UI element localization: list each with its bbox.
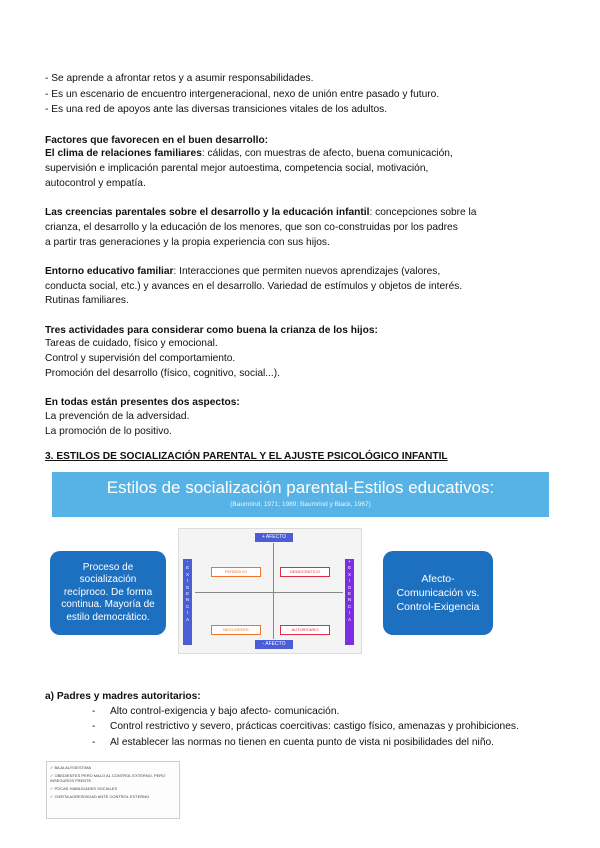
entorno-line2: conducta social, etc.) y avances en el desarrollo. Variedad de estímulos y objetos de interés. xyxy=(45,281,463,292)
vertical-axis xyxy=(273,543,274,639)
bullet-dash: - xyxy=(92,737,96,748)
afecto-text: Afecto-Comunicación vs. Control-Exigencia xyxy=(396,573,480,613)
axis-bottom-label: - AFECTO xyxy=(255,640,293,649)
entorno-line3: Rutinas familiares. xyxy=(45,295,129,306)
mini-item: ✓ BAJA AUTOESTIMA xyxy=(50,765,92,770)
creencias-text: : concepciones sobre la xyxy=(369,207,477,218)
bullet-dash: - xyxy=(92,706,96,717)
quadrant-democratico: DEMOCRÁTICO xyxy=(280,567,330,577)
creencias-label: Las creencias parentales sobre el desarrollo y la educación infantil xyxy=(45,207,370,218)
intro-line-3: - Es una red de apoyos ante las diversas transiciones vitales de los adultos. xyxy=(45,104,388,115)
clima-line2: supervisión e implicación parental mejor autoestima, competencia social, motivación, xyxy=(45,163,429,174)
entorno-text: : Interacciones que permiten nuevos aprendizajes (valores, xyxy=(173,266,441,277)
entorno-label: Entorno educativo familiar xyxy=(45,266,174,277)
banner-title: Estilos de socialización parental-Estilos educativos: xyxy=(106,478,495,497)
aspecto-item: La promoción de lo positivo. xyxy=(45,426,172,437)
estilos-banner xyxy=(52,472,549,517)
factores-heading: Factores que favorecen en el buen desarrollo: xyxy=(45,135,269,146)
quadrant-autoritario: AUTORITARIO xyxy=(280,625,330,635)
quadrant-permisivo: PERMISIVO xyxy=(211,567,261,577)
mini-item: ✓ POCAS HABILIDADES SOCIALES xyxy=(50,786,118,791)
creencias-line1 xyxy=(45,205,476,221)
aspectos-heading: En todas están presentes dos aspectos: xyxy=(45,397,240,408)
bullet-dash: - xyxy=(92,721,96,732)
mini-item: ✓ CIERTA AGRESIVIDAD ANTE CONTROL EXTERNO xyxy=(50,794,150,799)
intro-line-1: - Se aprende a afrontar retos y a asumir responsabilidades. xyxy=(45,73,314,84)
actividades-heading: Tres actividades para considerar como buena la crianza de los hijos: xyxy=(45,325,378,336)
creencias-line2: crianza, el desarrollo y la educación de los menores, que son co-construidas por los padres xyxy=(45,222,458,233)
quadrant-negligente: NEGLIGENTE xyxy=(211,625,261,635)
clima-paragraph-line1 xyxy=(45,146,453,162)
actividad-item: Tareas de cuidado, físico y emocional. xyxy=(45,338,218,349)
autoritario-item xyxy=(92,719,519,735)
autoritario-item-text: Al establecer las normas no tienen en cuenta punto de vista ni posibilidades del niño. xyxy=(110,737,494,748)
afecto-box xyxy=(383,551,493,635)
creencias-line3: a partir tras generaciones y la propia experiencia con sus hijos. xyxy=(45,237,330,248)
banner-subtitle: (Baumrind, 1971; 1989; Baumrind y Black, 1967) xyxy=(230,501,371,508)
quadrant-diagram xyxy=(178,528,362,654)
axis-left-label: - E X I G E N C I A xyxy=(183,559,192,645)
mini-item: ✓ OBEDIENTES PERO MALO AL CONTROL EXTERNO, PERO INSEGUROS FRENTE xyxy=(50,773,166,783)
proceso-text: Proceso de socialización recíproco. De forma continua. Mayoría de estilo democrático. xyxy=(61,561,155,623)
entorno-line1 xyxy=(45,264,440,280)
clima-text: : cálidas, con muestras de afecto, buena comunicación, xyxy=(201,148,453,159)
aspecto-item: La prevención de la adversidad. xyxy=(45,411,190,422)
autoritario-item-text: Alto control-exigencia y bajo afecto- comunicación. xyxy=(110,706,340,717)
actividad-item: Promoción del desarrollo (físico, cognitivo, social...). xyxy=(45,368,280,379)
intro-line-2: - Es un escenario de encuentro intergeneracional, nexo de unión entre pasado y futuro. xyxy=(45,89,440,100)
horizontal-axis xyxy=(195,592,343,593)
clima-label: El clima de relaciones familiares xyxy=(45,148,202,159)
actividad-item: Control y supervisión del comportamiento. xyxy=(45,353,236,364)
axis-top-label: + AFECTO xyxy=(255,533,293,542)
autoritarios-heading: a) Padres y madres autoritarios: xyxy=(45,691,201,702)
section-3-title: 3. ESTILOS DE SOCIALIZACIÓN PARENTAL Y EL AJUSTE PSICOLÓGICO INFANTIL xyxy=(45,451,448,462)
autoritario-item-text: Control restrictivo y severo, prácticas coercitivas: castigo físico, amenazas y prohibiciones. xyxy=(110,721,519,732)
autoritario-item xyxy=(92,735,494,751)
autoritario-item xyxy=(92,704,339,720)
axis-right-label: + E X I G E N C I A xyxy=(345,559,354,645)
proceso-box xyxy=(50,551,166,635)
consecuencias-figure xyxy=(46,761,180,819)
clima-line3: autocontrol y empatía. xyxy=(45,178,146,189)
